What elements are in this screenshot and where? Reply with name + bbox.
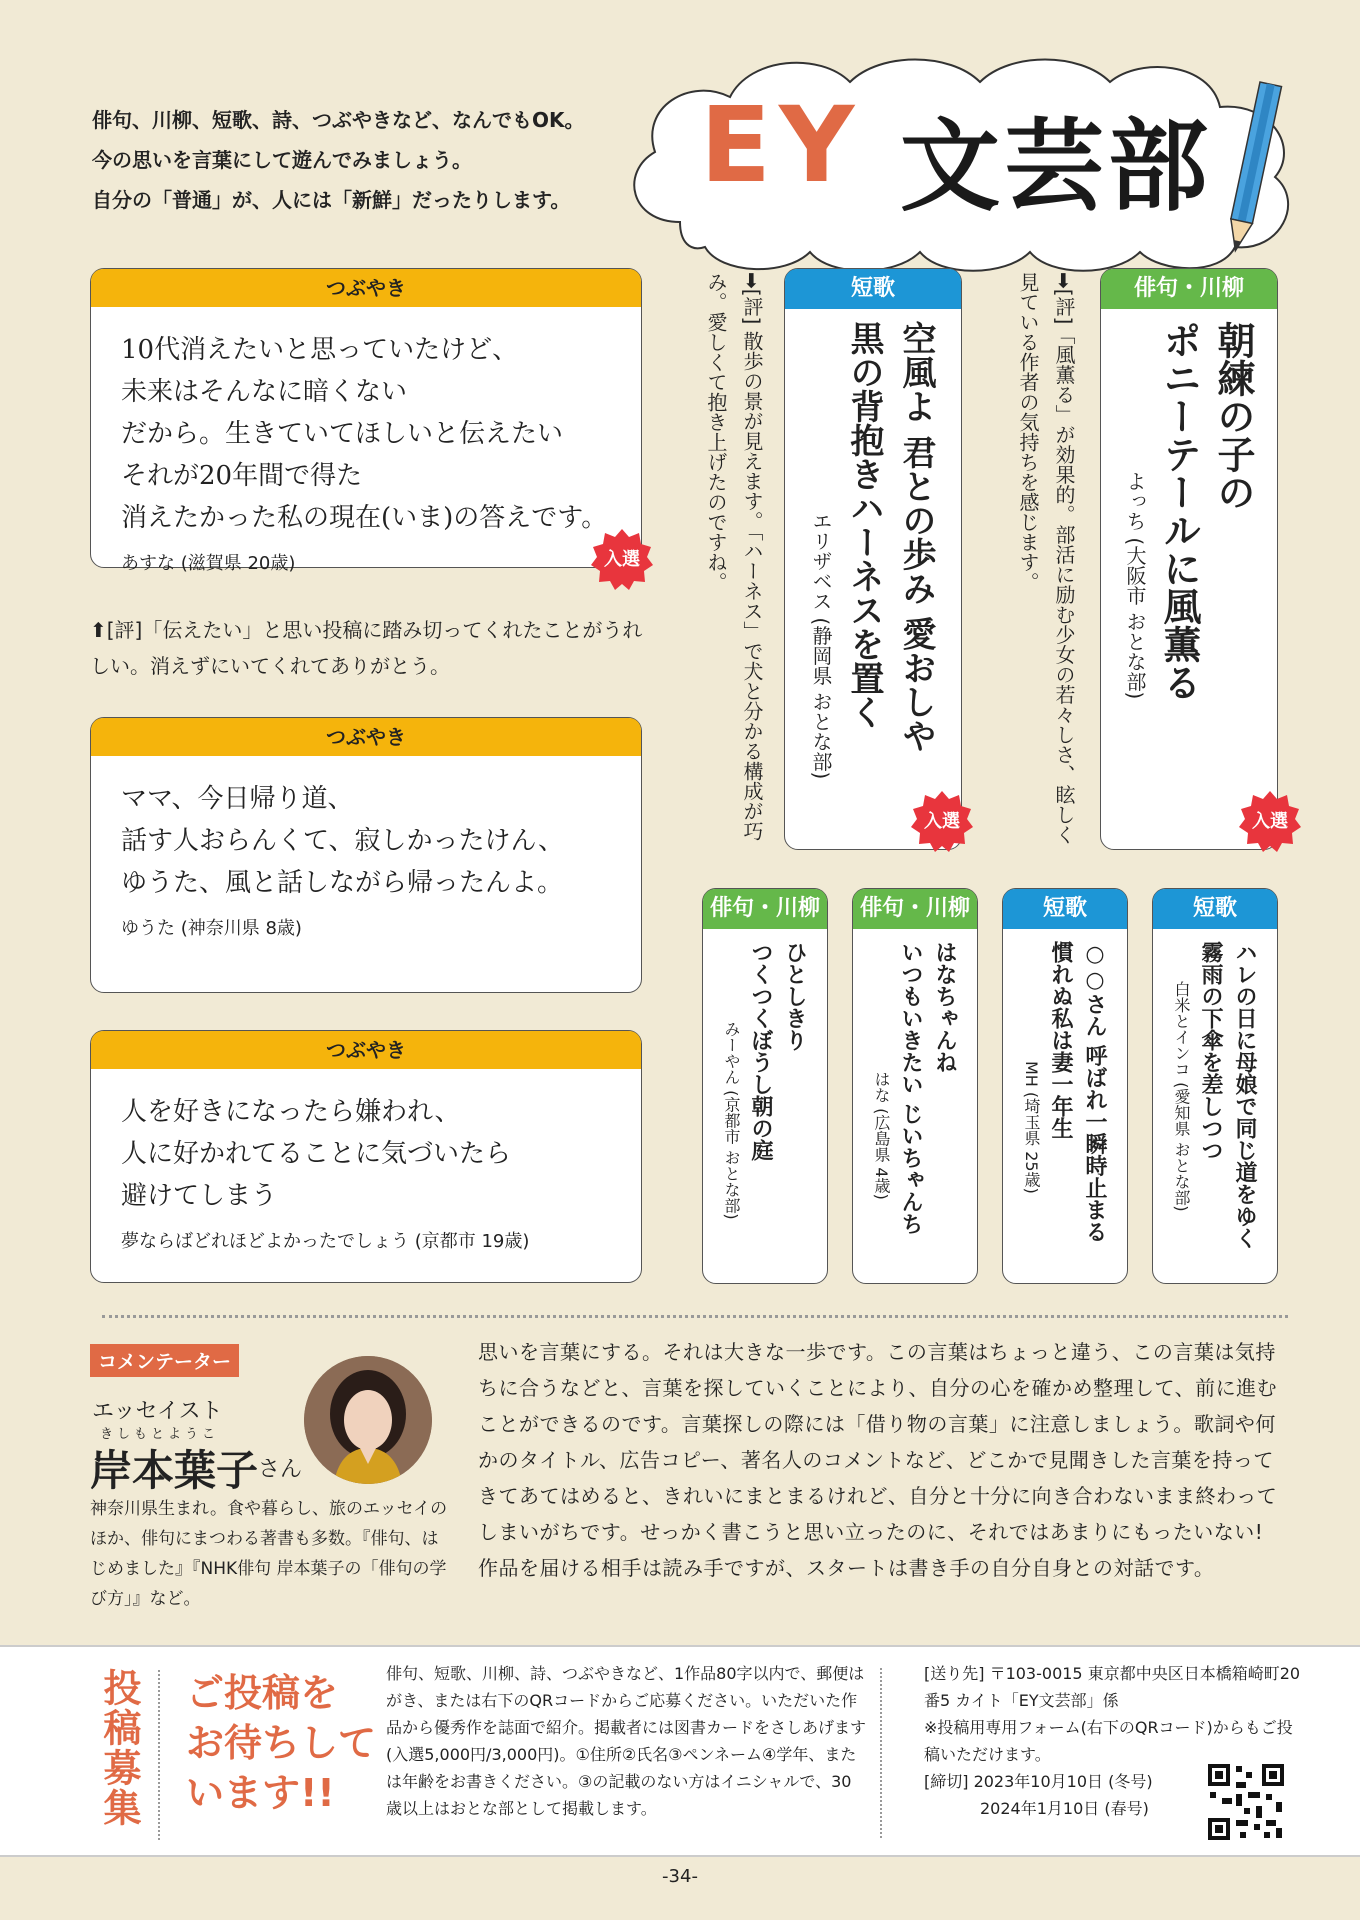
poem-line: 人に好かれてることに気づいたら [121,1139,512,1169]
poem-line: だから。生きていてほしいと伝えたい [121,419,564,449]
nyusen-badge [909,789,975,855]
category-header: つぶやき [91,1031,641,1069]
submission-invite [186,1668,376,1818]
poem-line: 朝練の子の [1211,321,1256,511]
review-comment: ➡[評] 散歩の景が見えます。「ハーネス」で犬と分かる構成が巧み。愛しくて抱き上げたのですね。 [704,272,764,841]
poem-line: ひとしきり [782,941,808,1051]
intro-line: 自分の「普通」が、人には「新鮮」だったりします。 [92,188,571,212]
poem-line: ○○さん 呼ばれ一瞬時止まる [1082,941,1108,1243]
author: みーやん (京都市 おとな部) [722,1021,741,1220]
title-bungeibu: 文芸部 [900,108,1212,225]
qr-code-icon[interactable] [1206,1762,1286,1842]
commentator-role: エッセイスト [92,1399,223,1424]
nyusen-label: 入選 [604,549,640,570]
category-header: 俳句・川柳 [1101,269,1277,309]
nyusen-label: 入選 [924,811,960,832]
author: MH (埼玉県 25歳) [1022,1061,1041,1194]
featured-card-haiku [1100,268,1288,850]
avatar [304,1356,432,1484]
deadline: 2024年1月10日 (春号) [980,1799,1149,1818]
separator [158,1670,160,1840]
commentator-message: 思いを言葉にする。それは大きな一歩です。この言葉はちょっと違う、この言葉は気持ちに合うなどと、言葉を探していくことにより、自分の心を確かめ整理して、前に進むことができるのです。言葉探しの際には「借り物の言葉」に注意しましょう。歌詞や何かのタイトル、広告コピー、著名人のコメントなど、どこかで見聞きした言葉を持ってきてあてはめると、きれいにまとまるけれど、自分と十分に向き合わないまま終わってしまいがちです。せっかく書こうと思い立ったのに、それではあまりにもったいない! 作品を届ける相手は読み手ですが、スタートは書き手の自分自身との対話です。 [478,1340,1278,1580]
invite-line: います!! [186,1771,335,1815]
category-header: 短歌 [1153,889,1277,929]
submission-address: [送り先] 〒103-0015 東京都中央区日本橋箱崎町20番5 カイト「EY文芸部」係 [924,1664,1301,1710]
small-poem-card-2 [1002,888,1128,1284]
poem-line: それが20年間で得た [121,461,363,491]
poem-line: 消えたかった私の現在(いま)の答えです。 [121,503,608,533]
poem-line: 話す人おらんくて、寂しかったけん、 [121,826,565,856]
poem-line: つくつくぼうし朝の庭 [748,941,774,1161]
category-header: 俳句・川柳 [703,889,827,929]
deadline: [締切] 2023年10月10日 (冬号) [924,1772,1153,1791]
nyusen-badge [589,527,655,593]
small-poem-card-4 [702,888,828,1284]
review-comment: ⬆[評]「伝えたい」と思い投稿に踏み切ってくれたことがうれしい。消えずにいてくれてありがとう。 [90,618,643,678]
intro-text [92,100,652,220]
poem-line: 10代消えたいと思っていたけど、 [121,335,519,365]
category-header: 短歌 [1003,889,1127,929]
poem-line: ハレの日に母娘で同じ道をゆく [1232,941,1258,1249]
commentator-bio: 神奈川県生まれ。食や暮らし、旅のエッセイのほか、俳句にまつわる著書も多数。『俳句、はじめました』『NHK俳句 岸本葉子の「俳句の学び方」』など。 [90,1499,448,1609]
tsubuyaki-card-3 [90,1030,642,1283]
poem-line: いつもいきたい じいちゃんち [898,941,924,1235]
poem-line: 霧雨の下傘を差しつつ [1198,941,1224,1161]
author: はな (広島県 4歳) [872,1071,891,1200]
divider [102,1315,1288,1318]
poem-line: 未来はそんなに暗くない [121,377,408,407]
page-number: -34- [662,1866,698,1887]
commentator-ruby: きしもとようこ [100,1427,220,1442]
tsubuyaki-card-1 [90,268,642,574]
category-header: 俳句・川柳 [853,889,977,929]
poem-line: ポニーテールに風薫る [1157,321,1202,701]
nyusen-label: 入選 [1252,811,1288,832]
tsubuyaki-card-2 [90,717,642,993]
poem-line: ママ、今日帰り道、 [121,784,354,814]
form-note: ※投稿用専用フォーム(右下のQRコード)からもご投稿いただけます。 [924,1718,1293,1764]
intro-line: 今の思いを言葉にして遊んでみましょう。 [92,148,472,172]
submission-label: 投稿募集 [97,1668,141,1828]
author: エリザベス (静岡県 おとな部) [809,511,833,780]
submission-rules: 俳句、短歌、川柳、詩、つぶやきなど、1作品80字以内で、郵便はがき、または右下のQRコードからご応募ください。いただいた作品から優秀作を誌面で紹介。掲載者には図書カードをさしあげます(入選5,000円/3,000円)。①住所②氏名③ペンネーム④学年、または年齢をお書きください。③の記載のない方はイニシャルで、30歳以上はおとな部として掲載します。 [386,1664,867,1818]
review-comment: ➡[評]「風薫る」が効果的。部活に励む少女の若々しさ、眩しく見ている作者の気持ちを感じます。 [1016,272,1076,845]
commentator-honorific: さん [258,1457,303,1482]
author: あすな (滋賀県 20歳) [121,553,296,574]
poem-line: 黒の背抱きハーネスを置く [844,321,884,729]
commentator-name: 岸本葉子 [90,1446,259,1495]
commentator-badge: コメンテーター [90,1344,239,1377]
title-ey: EY [700,84,863,206]
intro-line: 俳句、川柳、短歌、詩、つぶやきなど、なんでもOK。 [92,108,585,132]
small-poem-card-3 [852,888,978,1284]
small-poem-card-1 [1152,888,1278,1284]
invite-line: ご投稿を [186,1671,339,1715]
category-header: 短歌 [785,269,961,309]
poem-line: はなちゃんね [932,941,958,1073]
author: よっち (大阪市 おとな部) [1123,471,1147,700]
author: ゆうた (神奈川県 8歳) [121,918,302,939]
invite-line: お待ちして [186,1721,377,1765]
nyusen-badge [1237,789,1303,855]
poem-line: 慣れぬ私は妻一年生 [1048,941,1074,1139]
poem-line: 避けてしまう [121,1181,278,1211]
poem-line: ゆうた、風と話しながら帰ったんよ。 [121,868,564,898]
featured-card-tanka [784,268,962,850]
author: 白米とインコ (愛知県 おとな部) [1172,981,1191,1212]
poem-line: 人を好きになったら嫌われ、 [121,1097,461,1127]
category-header: つぶやき [91,718,641,756]
category-header: つぶやき [91,269,641,307]
author: 夢ならばどれほどよかったでしょう (京都市 19歳) [121,1231,530,1252]
poem-line: 空風よ 君との歩み 愛おしや [896,321,936,753]
separator [880,1668,882,1838]
title-banner [620,52,1310,272]
